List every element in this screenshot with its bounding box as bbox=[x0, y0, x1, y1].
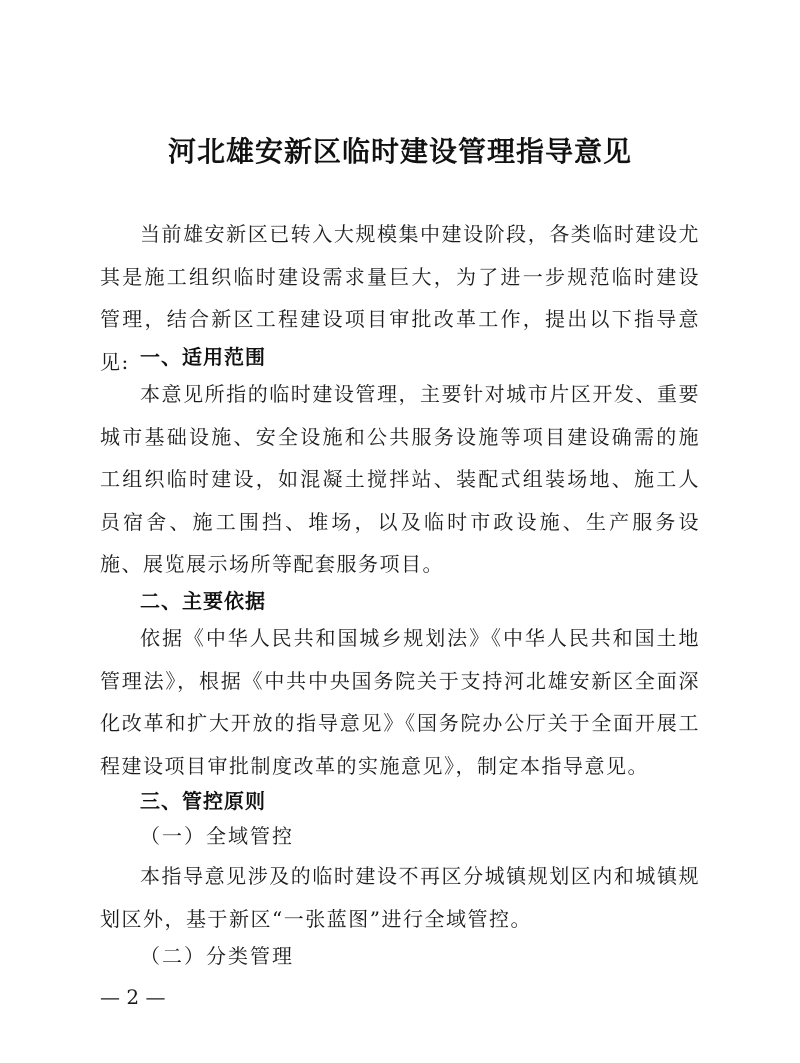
section-body-scope: 本意见所指的临时建设管理，主要针对城市片区开发、重要城市基础设施、安全设施和公共服务设施等项目建设确需的施工组织临时建设，如混凝土搅拌站、装配式组装场地、施工人员宿舍、施工围挡、堆场，以及临时市政设施、生产服务设施、展览展示场所等配套服务项目。 bbox=[100, 382, 700, 576]
subsection-heading-global-control: （一）全域管控 bbox=[140, 824, 294, 848]
document-title: 河北雄安新区临时建设管理指导意见 bbox=[167, 135, 632, 168]
section-heading-principles: 三、管控原则 bbox=[140, 789, 266, 813]
section-heading-basis: 二、主要依据 bbox=[140, 589, 266, 613]
subsection-heading-classified-management: （二）分类管理 bbox=[140, 944, 294, 968]
intro-paragraph: 当前雄安新区已转入大规模集中建设阶段，各类临时建设尤其是施工组织临时建设需求量巨大，为了进一步规范临时建设管理，结合新区工程建设项目审批改革工作，提出以下指导意见: bbox=[100, 222, 700, 374]
section-heading-scope: 一、适用范围 bbox=[140, 345, 266, 369]
subsection-body-global-control: 本指导意见涉及的临时建设不再区分城镇规划区内和城镇规划区外，基于新区“一张蓝图”进行全域管控。 bbox=[100, 864, 700, 931]
section-body-basis: 依据《中华人民共和国城乡规划法》《中华人民共和国土地管理法》，根据《中共中央国务院关于支持河北雄安新区全面深化改革和扩大开放的指导意见》《国务院办公厅关于全面开展工程建设项目审批制度改革的实施意见》，制定本指导意见。 bbox=[100, 626, 700, 778]
page-number: — 2 — bbox=[100, 985, 166, 1009]
